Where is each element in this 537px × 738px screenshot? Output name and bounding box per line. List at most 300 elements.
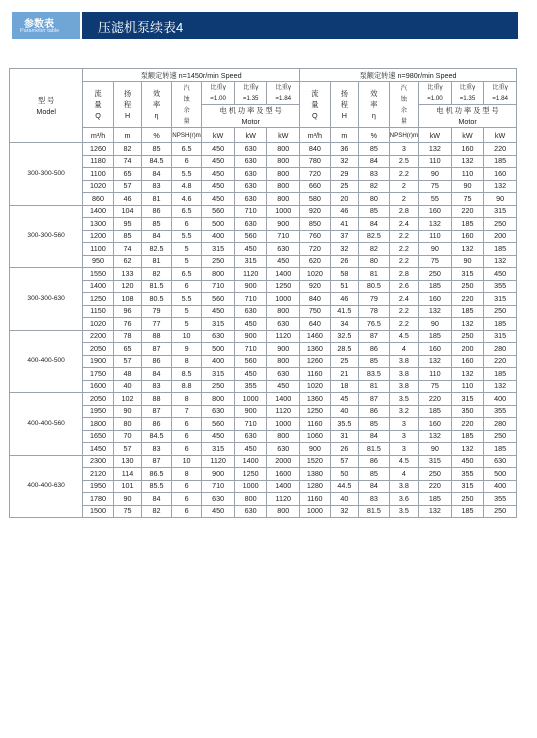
value-cell: 90	[419, 168, 452, 181]
value-cell: 40	[330, 405, 358, 418]
value-cell: 1100	[83, 243, 114, 256]
value-cell: 3.8	[389, 380, 419, 393]
table-header	[10, 69, 517, 143]
value-cell: 3	[389, 418, 419, 431]
npsh-unit: NPSH(r)m	[171, 128, 202, 143]
table-row	[10, 468, 517, 481]
value-cell: 5	[171, 243, 202, 256]
value-cell: 780	[300, 155, 331, 168]
value-cell: 8	[171, 468, 202, 481]
value-cell: 315	[484, 293, 517, 306]
value-cell: 710	[267, 230, 300, 243]
efficiency-unit: %	[359, 128, 390, 143]
value-cell: 31	[330, 430, 358, 443]
value-cell: 1460	[300, 330, 331, 343]
value-cell: 185	[451, 305, 484, 318]
value-cell: 35.5	[330, 418, 358, 431]
value-cell: 315	[484, 330, 517, 343]
npsh-header-line: 余	[400, 106, 407, 114]
kw-unit: kW	[451, 128, 484, 143]
value-cell: 90	[113, 493, 141, 506]
value-cell: 25	[330, 180, 358, 193]
value-cell: 220	[419, 393, 452, 406]
value-cell: 7	[171, 405, 202, 418]
value-cell: 21	[330, 368, 358, 381]
value-cell: 29	[330, 168, 358, 181]
parameter-table-badge	[12, 12, 80, 39]
value-cell: 8	[171, 393, 202, 406]
value-cell: 84	[142, 168, 172, 181]
value-cell: 84	[142, 368, 172, 381]
value-cell: 315	[451, 480, 484, 493]
efficiency-header-line: 率	[152, 100, 161, 109]
value-cell: 4	[389, 343, 419, 356]
value-cell: 132	[451, 318, 484, 331]
value-cell: 800	[267, 180, 300, 193]
value-cell: 185	[484, 318, 517, 331]
value-cell: 6	[171, 155, 202, 168]
value-cell: 86	[359, 455, 390, 468]
value-cell: 1600	[83, 380, 114, 393]
value-cell: 400	[202, 355, 235, 368]
kw-unit: kW	[202, 128, 235, 143]
value-cell: 1400	[267, 480, 300, 493]
value-cell: 132	[451, 368, 484, 381]
value-cell: 850	[300, 218, 331, 231]
motor-header-line: 电 机 功 率 及 型 号	[219, 106, 282, 115]
value-cell: 840	[300, 293, 331, 306]
value-cell: 450	[267, 380, 300, 393]
value-cell: 120	[113, 280, 141, 293]
motor-header	[419, 105, 517, 128]
value-cell: 450	[234, 443, 267, 456]
value-cell: 2120	[83, 468, 114, 481]
value-cell: 3.8	[389, 368, 419, 381]
flow-header-line: Q	[312, 111, 318, 120]
value-cell: 1160	[300, 493, 331, 506]
value-cell: 1780	[83, 493, 114, 506]
value-cell: 800	[267, 430, 300, 443]
value-cell: 315	[419, 455, 452, 468]
value-cell: 132	[451, 443, 484, 456]
value-cell: 560	[202, 293, 235, 306]
value-cell: 160	[419, 293, 452, 306]
value-cell: 132	[419, 355, 452, 368]
head-header-line: 程	[340, 100, 348, 109]
value-cell: 82	[359, 180, 390, 193]
value-cell: 88	[142, 330, 172, 343]
value-cell: 630	[267, 443, 300, 456]
flow-header	[83, 82, 114, 128]
value-cell: 41	[330, 218, 358, 231]
model-cell: 400-400-560	[10, 393, 83, 456]
value-cell: 84	[359, 430, 390, 443]
value-cell: 90	[419, 318, 452, 331]
value-cell: 40	[113, 380, 141, 393]
value-cell: 3	[389, 443, 419, 456]
value-cell: 1120	[202, 455, 235, 468]
value-cell: 355	[484, 405, 517, 418]
value-cell: 6.5	[171, 205, 202, 218]
value-cell: 3.8	[389, 480, 419, 493]
value-cell: 84	[359, 155, 390, 168]
value-cell: 900	[267, 343, 300, 356]
value-cell: 720	[300, 243, 331, 256]
table-body	[10, 143, 517, 518]
value-cell: 5	[171, 318, 202, 331]
value-cell: 185	[484, 368, 517, 381]
value-cell: 450	[202, 180, 235, 193]
table-row	[10, 168, 517, 181]
value-cell: 1120	[234, 268, 267, 281]
value-cell: 950	[83, 255, 114, 268]
value-cell: 450	[202, 193, 235, 206]
value-cell: 900	[234, 280, 267, 293]
value-cell: 45	[330, 393, 358, 406]
value-cell: 2.8	[389, 268, 419, 281]
value-cell: 90	[484, 193, 517, 206]
value-cell: 78	[359, 305, 390, 318]
value-cell: 86	[359, 343, 390, 356]
page-header	[12, 12, 518, 39]
value-cell: 450	[451, 455, 484, 468]
value-cell: 90	[419, 243, 452, 256]
npsh-header-line: 汽	[400, 84, 407, 92]
motor-header-line: Motor	[241, 117, 260, 126]
value-cell: 1020	[300, 268, 331, 281]
value-cell: 96	[113, 305, 141, 318]
head-header-line: 扬	[340, 89, 348, 98]
value-cell: 62	[113, 255, 141, 268]
value-cell: 1500	[83, 505, 114, 518]
value-cell: 160	[419, 343, 452, 356]
kw-unit: kW	[484, 128, 517, 143]
value-cell: 250	[419, 468, 452, 481]
value-cell: 5.5	[171, 168, 202, 181]
value-cell: 580	[300, 193, 331, 206]
value-cell: 630	[234, 505, 267, 518]
value-cell: 800	[234, 493, 267, 506]
value-cell: 2000	[267, 455, 300, 468]
value-cell: 48	[113, 368, 141, 381]
value-cell: 44.5	[330, 480, 358, 493]
title-bar	[82, 12, 518, 39]
value-cell: 6	[171, 218, 202, 231]
value-cell: 660	[300, 180, 331, 193]
value-cell: 8	[171, 355, 202, 368]
value-cell: 250	[451, 330, 484, 343]
value-cell: 250	[451, 493, 484, 506]
value-cell: 1250	[83, 293, 114, 306]
value-cell: 2.8	[389, 205, 419, 218]
table-row	[10, 480, 517, 493]
value-cell: 630	[234, 193, 267, 206]
value-cell: 160	[419, 205, 452, 218]
efficiency-header-line: 效	[152, 89, 161, 98]
value-cell: 8.8	[171, 380, 202, 393]
value-cell: 160	[451, 230, 484, 243]
value-cell: 1000	[300, 505, 331, 518]
badge-title-en: Parameter table	[20, 28, 60, 34]
value-cell: 185	[419, 405, 452, 418]
value-cell: 84	[142, 493, 172, 506]
value-cell: 110	[451, 168, 484, 181]
sg-2-header: 比重γ =1.35	[451, 82, 484, 105]
value-cell: 75	[451, 193, 484, 206]
value-cell: 81.5	[142, 280, 172, 293]
value-cell: 1000	[267, 293, 300, 306]
value-cell: 450	[202, 168, 235, 181]
value-cell: 5	[171, 305, 202, 318]
value-cell: 2.2	[389, 168, 419, 181]
value-cell: 280	[484, 343, 517, 356]
head-unit: m	[113, 128, 141, 143]
value-cell: 860	[83, 193, 114, 206]
value-cell: 57	[113, 180, 141, 193]
value-cell: 85	[359, 205, 390, 218]
value-cell: 75	[113, 505, 141, 518]
value-cell: 800	[267, 168, 300, 181]
table-row	[10, 218, 517, 231]
table-row	[10, 493, 517, 506]
value-cell: 80.5	[359, 280, 390, 293]
sg-3-header: 比重γ =1.84	[484, 82, 517, 105]
value-cell: 132	[484, 255, 517, 268]
table-row	[10, 193, 517, 206]
value-cell: 800	[267, 143, 300, 156]
value-cell: 1520	[300, 455, 331, 468]
value-cell: 75	[419, 380, 452, 393]
value-cell: 5.5	[171, 230, 202, 243]
value-cell: 450	[267, 255, 300, 268]
table-row	[10, 393, 517, 406]
value-cell: 630	[202, 330, 235, 343]
value-cell: 3	[389, 143, 419, 156]
value-cell: 630	[234, 155, 267, 168]
model-cell: 300-300-500	[10, 143, 83, 206]
value-cell: 450	[202, 143, 235, 156]
value-cell: 2300	[83, 455, 114, 468]
value-cell: 86	[142, 418, 172, 431]
badge-title-cn: 参数表	[24, 19, 54, 30]
value-cell: 28.5	[330, 343, 358, 356]
value-cell: 630	[234, 143, 267, 156]
value-cell: 2200	[83, 330, 114, 343]
value-cell: 160	[419, 418, 452, 431]
flow-unit: m³/h	[83, 128, 114, 143]
table-row	[10, 268, 517, 281]
value-cell: 83	[359, 168, 390, 181]
value-cell: 1300	[83, 218, 114, 231]
npsh-header-line: 汽	[183, 84, 190, 92]
value-cell: 1020	[83, 318, 114, 331]
value-cell: 560	[202, 205, 235, 218]
value-cell: 132	[419, 430, 452, 443]
value-cell: 2.4	[389, 218, 419, 231]
table-row	[10, 405, 517, 418]
value-cell: 185	[451, 505, 484, 518]
value-cell: 114	[113, 468, 141, 481]
value-cell: 58	[330, 268, 358, 281]
model-header-line: 型 号	[37, 95, 55, 105]
value-cell: 87	[142, 343, 172, 356]
value-cell: 77	[142, 318, 172, 331]
value-cell: 1400	[83, 280, 114, 293]
table-row	[10, 293, 517, 306]
value-cell: 710	[234, 205, 267, 218]
value-cell: 110	[419, 368, 452, 381]
value-cell: 1250	[234, 468, 267, 481]
value-cell: 5	[171, 255, 202, 268]
value-cell: 83	[142, 443, 172, 456]
value-cell: 78	[113, 330, 141, 343]
value-cell: 315	[202, 368, 235, 381]
flow-header-line: 流	[311, 89, 319, 98]
value-cell: 1160	[300, 368, 331, 381]
value-cell: 1250	[300, 405, 331, 418]
value-cell: 1100	[83, 168, 114, 181]
value-cell: 1020	[300, 380, 331, 393]
value-cell: 760	[300, 230, 331, 243]
value-cell: 3.2	[389, 405, 419, 418]
value-cell: 110	[419, 155, 452, 168]
value-cell: 1900	[83, 355, 114, 368]
value-cell: 82	[359, 243, 390, 256]
value-cell: 84	[359, 480, 390, 493]
value-cell: 3.8	[389, 355, 419, 368]
value-cell: 1120	[267, 493, 300, 506]
value-cell: 1750	[83, 368, 114, 381]
value-cell: 26	[330, 443, 358, 456]
value-cell: 10	[171, 455, 202, 468]
value-cell: 81	[359, 380, 390, 393]
flow-unit: m³/h	[300, 128, 331, 143]
value-cell: 400	[484, 393, 517, 406]
value-cell: 620	[300, 255, 331, 268]
value-cell: 74	[113, 243, 141, 256]
value-cell: 2.6	[389, 280, 419, 293]
value-cell: 630	[202, 493, 235, 506]
value-cell: 34	[330, 318, 358, 331]
value-cell: 32	[330, 155, 358, 168]
value-cell: 1020	[83, 180, 114, 193]
value-cell: 355	[451, 468, 484, 481]
table-row	[10, 180, 517, 193]
value-cell: 82	[113, 143, 141, 156]
value-cell: 87	[359, 393, 390, 406]
value-cell: 450	[202, 505, 235, 518]
value-cell: 18	[330, 380, 358, 393]
value-cell: 88	[142, 393, 172, 406]
value-cell: 1400	[234, 455, 267, 468]
value-cell: 6	[171, 480, 202, 493]
efficiency-header-line: η	[371, 111, 376, 120]
value-cell: 355	[484, 280, 517, 293]
value-cell: 65	[113, 168, 141, 181]
value-cell: 710	[234, 293, 267, 306]
value-cell: 132	[484, 380, 517, 393]
value-cell: 6	[171, 493, 202, 506]
value-cell: 750	[300, 305, 331, 318]
value-cell: 82	[142, 268, 172, 281]
table-row	[10, 143, 517, 156]
header-row	[10, 69, 517, 82]
value-cell: 65	[113, 343, 141, 356]
value-cell: 50	[330, 468, 358, 481]
value-cell: 84.5	[142, 430, 172, 443]
value-cell: 3.5	[389, 505, 419, 518]
value-cell: 86	[142, 355, 172, 368]
value-cell: 1400	[267, 393, 300, 406]
npsh-header-line: 量	[183, 117, 190, 125]
table-row	[10, 230, 517, 243]
value-cell: 1000	[267, 418, 300, 431]
value-cell: 132	[419, 305, 452, 318]
value-cell: 500	[202, 218, 235, 231]
value-cell: 500	[484, 468, 517, 481]
header-row	[10, 82, 517, 105]
value-cell: 220	[451, 293, 484, 306]
value-cell: 2.2	[389, 305, 419, 318]
value-cell: 86	[359, 405, 390, 418]
value-cell: 84.5	[142, 155, 172, 168]
value-cell: 560	[202, 418, 235, 431]
value-cell: 1180	[83, 155, 114, 168]
table-row	[10, 280, 517, 293]
value-cell: 9	[171, 343, 202, 356]
table-row	[10, 443, 517, 456]
value-cell: 6.5	[171, 143, 202, 156]
value-cell: 90	[113, 405, 141, 418]
head-header-line: 扬	[123, 89, 132, 98]
value-cell: 79	[142, 305, 172, 318]
value-cell: 1380	[300, 468, 331, 481]
value-cell: 86.5	[142, 468, 172, 481]
value-cell: 76	[113, 318, 141, 331]
npsh-header	[171, 82, 202, 128]
table-row	[10, 368, 517, 381]
value-cell: 2.2	[389, 230, 419, 243]
value-cell: 315	[202, 318, 235, 331]
value-cell: 220	[484, 143, 517, 156]
value-cell: 185	[419, 330, 452, 343]
value-cell: 630	[484, 455, 517, 468]
value-cell: 840	[300, 143, 331, 156]
value-cell: 70	[113, 430, 141, 443]
value-cell: 57	[113, 355, 141, 368]
value-cell: 1800	[83, 418, 114, 431]
value-cell: 132	[419, 505, 452, 518]
value-cell: 250	[419, 268, 452, 281]
value-cell: 1150	[83, 305, 114, 318]
table-row	[10, 455, 517, 468]
value-cell: 85.5	[142, 480, 172, 493]
value-cell: 900	[234, 405, 267, 418]
value-cell: 1060	[300, 430, 331, 443]
sg-1-header: 比重γ =1.00	[202, 82, 235, 105]
flow-header	[300, 82, 331, 128]
value-cell: 85	[142, 143, 172, 156]
motor-header	[202, 105, 300, 128]
table-row	[10, 255, 517, 268]
kw-unit: kW	[267, 128, 300, 143]
value-cell: 800	[267, 305, 300, 318]
value-cell: 46	[330, 293, 358, 306]
value-cell: 630	[234, 430, 267, 443]
value-cell: 130	[113, 455, 141, 468]
table-row	[10, 355, 517, 368]
head-header-line: H	[341, 111, 347, 120]
